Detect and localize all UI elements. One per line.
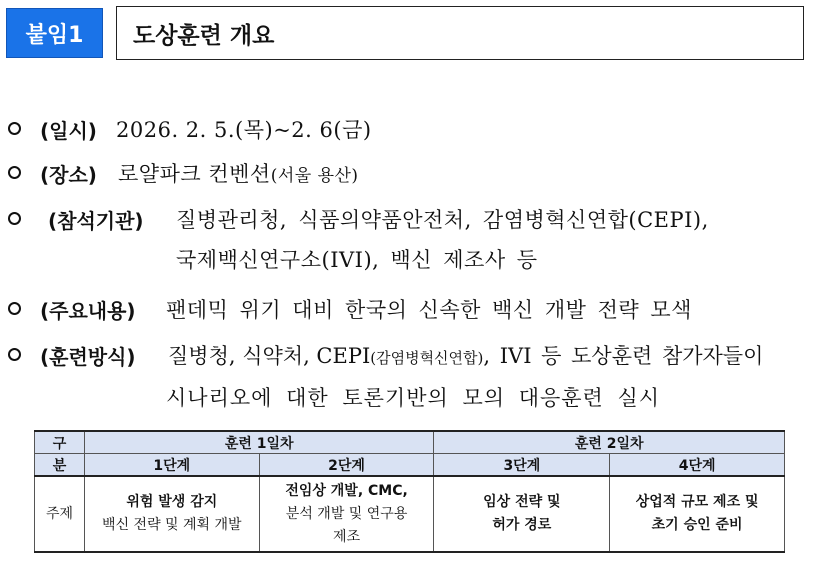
- item-label: (참석기관): [48, 209, 144, 233]
- cell-line: 전임상 개발, CMC,: [285, 482, 408, 499]
- table-cell: [259, 476, 434, 552]
- attachment-badge: 붙임1: [6, 8, 103, 58]
- stage-header: 3단계: [434, 454, 610, 477]
- method-text-start: 질병청, 식약처, CEPI: [168, 344, 371, 368]
- item-label: (주요내용): [40, 299, 136, 323]
- cell-line: 임상 전략 및: [483, 494, 561, 510]
- item-text: 2026. 2. 5.(목)~2. 6(금): [116, 118, 372, 142]
- item-label: (훈련방식): [40, 345, 136, 369]
- training-schedule-table: [34, 430, 785, 553]
- table-cell: [610, 476, 785, 552]
- stage-header: 2단계: [259, 454, 434, 477]
- item-text-line2: 국제백신연구소(IVI), 백신 제조사 등: [176, 248, 538, 272]
- cell-line: 상업적 규모 제조 및: [635, 494, 759, 510]
- table-cell: [84, 476, 259, 552]
- cell-line: 제조: [333, 528, 361, 545]
- day2-header: 훈련 2일차: [434, 431, 785, 454]
- corner-cell-top: 구: [35, 431, 85, 454]
- venue-name: 로얄파크 컨벤션: [118, 162, 271, 186]
- cell-line: 허가 경로: [492, 517, 552, 533]
- cell-line: 백신 전략 및 계획 개발: [102, 517, 242, 533]
- day1-header: 훈련 1일차: [84, 431, 434, 454]
- stage-header: 1단계: [84, 454, 259, 477]
- cell-line: 위험 발생 감지: [126, 494, 218, 510]
- circle-bullet-icon: [8, 348, 21, 361]
- item-label: (장소): [40, 163, 97, 187]
- circle-bullet-icon: [8, 212, 21, 225]
- item-text: [118, 158, 359, 188]
- method-text-small: (감염병혁신연합): [370, 349, 484, 367]
- table-cell: [434, 476, 610, 552]
- method-text-rest: , IVI 등 도상훈련 참가자들이: [483, 344, 764, 368]
- corner-cell-bottom: 분: [35, 454, 85, 477]
- circle-bullet-icon: [8, 302, 21, 315]
- item-text-line2: 시나리오에 대한 토론기반의 모의 대응훈련 실시: [166, 386, 661, 410]
- row-label: 주제: [35, 476, 85, 552]
- circle-bullet-icon: [8, 166, 21, 179]
- page-title: 도상훈련 개요: [116, 6, 804, 60]
- cell-line: 분석 개발 및 연구용: [285, 505, 408, 522]
- venue-location: (서울 용산): [270, 166, 359, 186]
- item-text: 팬데믹 위기 대비 한국의 신속한 백신 개발 전략 모색: [166, 298, 692, 322]
- circle-bullet-icon: [8, 122, 21, 135]
- item-text: 질병관리청, 식품의약품안전처, 감염병혁신연합(CEPI),: [176, 208, 709, 232]
- cell-line: 초기 승인 준비: [651, 517, 743, 533]
- item-text: [168, 340, 763, 370]
- item-label: (일시): [40, 119, 97, 143]
- stage-header: 4단계: [610, 454, 785, 477]
